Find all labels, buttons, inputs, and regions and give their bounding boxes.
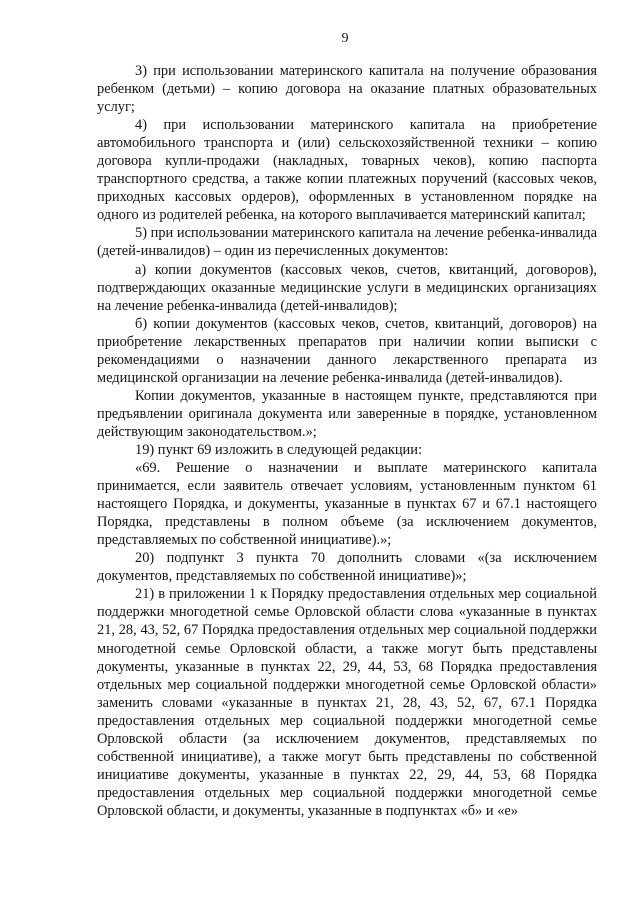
page-number: 9 — [341, 31, 349, 46]
paragraph-item-4: 4) при использовании материнского капитала на приобретение автомобильного транспорта и (или) сельскохозяйственной техники – копию договора купли-продажи (накладных, товарных чеков), копию паспорта транспортного средства, а также копии платежных поручений (кассовых чеков, приходных кассовых ордеров), оформленных в установленном порядке на одного из родителей ребенка, на которого выплачивается материнский капитал; — [97, 117, 597, 224]
paragraph-subitem-a: а) копии документов (кассовых чеков, счетов, квитанций, договоров), подтверждающих оказанные медицинские услуги в медицинских организациях на лечение ребенка-инвалида (детей-инвалидов); — [97, 261, 597, 314]
paragraph-clause-69: «69. Решение о назначении и выплате материнского капитала принимается, если заявитель отвечает условиям, установленным пунктом 61 настоящего Порядка, и документы, указанные в пунктах 67 и 67.1 настоящего Порядка, представлены в полном объеме (за исключением документов, представляемых по собственной инициативе).»; — [97, 460, 597, 549]
document-body — [97, 62, 597, 820]
paragraph-amendment-19: 19) пункт 69 изложить в следующей редакции: — [135, 441, 422, 458]
paragraph-copies-note: Копии документов, указанные в настоящем пункте, представляются при предъявлении оригинала документа или заверенные в порядке, установленном действующим законодательством.»; — [97, 387, 597, 440]
paragraph-item-3: 3) при использовании материнского капитала на получение образования ребенком (детьми) – копию договора на оказание платных образовательных услуг; — [97, 63, 597, 116]
paragraph-item-5: 5) при использовании материнского капитала на лечение ребенка-инвалида (детей-инвалидов) – один из перечисленных документов: — [97, 225, 597, 260]
paragraph-amendment-21: 21) в приложении 1 к Порядку предоставления отдельных мер социальной поддержки многодетной семье Орловской области слова «указанные в пунктах 21, 28, 43, 52, 67 Порядка предоставления отдельных мер социальной поддержки многодетной семье Орловской области, а также могут быть представлены документы, указанные в пунктах 22, 29, 44, 53, 68 Порядка предоставления отдельных мер социальной поддержки многодетной семье Орловской области» заменить словами «указанные в пунктах 21, 28, 43, 52, 67, 67.1 Порядка предоставления отдельных мер социальной поддержки многодетной семье Орловской области (за исключением документов, представляемых по собственной инициативе), а также могут быть представлены по собственной инициативе документы, указанные в пунктах 22, 29, 44, 53, 68 Порядка предоставления отдельных мер социальной поддержки многодетной семье Орловской области, и документы, указанные в подпунктах «б» и «е» — [97, 586, 597, 819]
paragraph-subitem-b: б) копии документов (кассовых чеков, счетов, квитанций, договоров) на приобретение лекарственных препаратов при наличии копии выписки с рекомендациями о назначении данного лекарственного препарата из медицинской организации на лечение ребенка-инвалида (детей-инвалидов). — [97, 315, 597, 386]
paragraph-amendment-20: 20) подпункт 3 пункта 70 дополнить словами «(за исключением документов, представляемых по собственной инициативе)»; — [97, 550, 597, 585]
